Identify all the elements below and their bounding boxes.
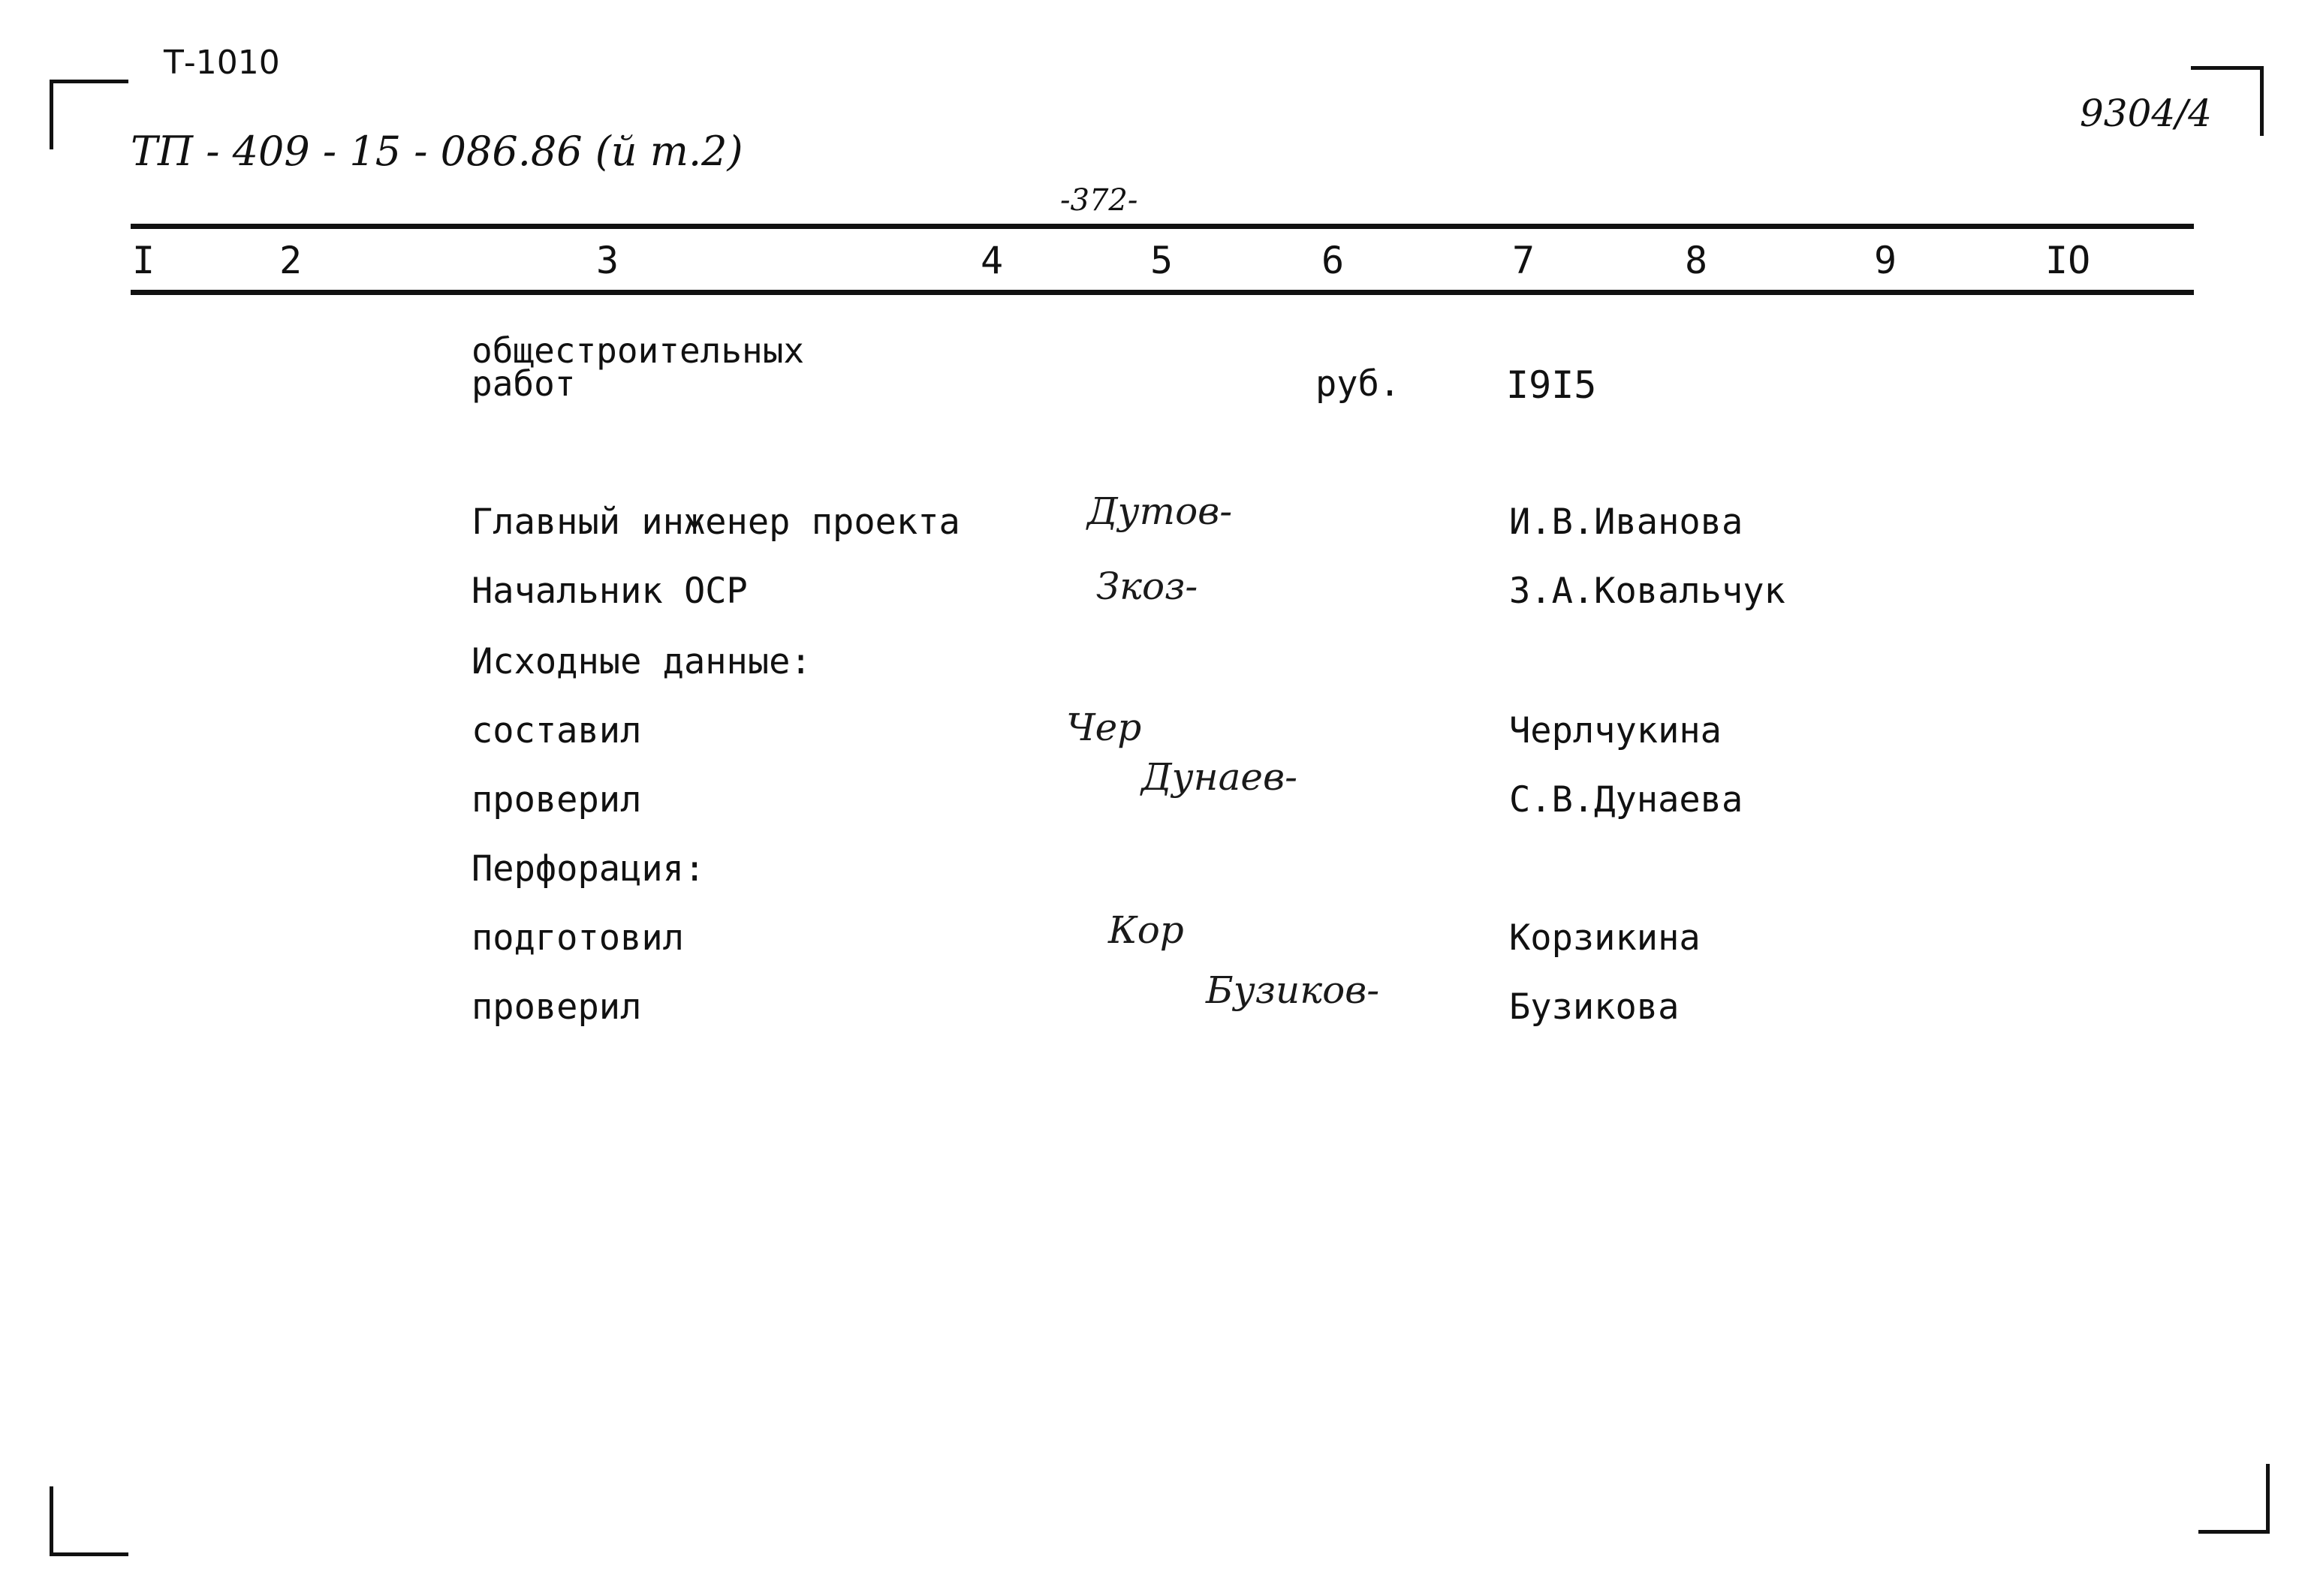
summary-value: I9I5 <box>1506 363 1597 407</box>
role-chief-engineer: Главный инженер проекта <box>472 501 960 543</box>
signature-checked-2: Бузиков- <box>1206 968 1380 1012</box>
column-number-2: 2 <box>279 239 303 282</box>
column-number-4: 4 <box>981 239 1004 282</box>
name-checked-2: Бузикова <box>1509 986 1680 1028</box>
column-number-1: I <box>132 239 155 282</box>
column-number-9: 9 <box>1874 239 1897 282</box>
signature-checked-1: Дунаев- <box>1141 755 1297 799</box>
summary-unit: руб. <box>1315 363 1401 405</box>
signature-chief-engineer: Дутов- <box>1087 489 1233 533</box>
header-rule-bottom <box>131 290 2194 295</box>
signature-prepared: Кор <box>1108 908 1184 952</box>
role-checked-1: проверил <box>472 779 642 821</box>
role-compiled: составил <box>472 710 642 751</box>
column-number-3: 3 <box>596 239 619 282</box>
series-code: Т-1010 <box>164 44 280 82</box>
column-number-8: 8 <box>1685 239 1708 282</box>
role-prepared: подготовил <box>472 917 684 959</box>
column-number-6: 6 <box>1321 239 1345 282</box>
header-rule-top <box>131 224 2194 229</box>
column-number-10: IO <box>2045 239 2091 282</box>
column-number-5: 5 <box>1150 239 1174 282</box>
name-prepared: Корзикина <box>1509 917 1701 959</box>
name-checked-1: С.В.Дунаева <box>1509 779 1743 821</box>
corner-mark-bottom-left <box>50 1486 128 1556</box>
name-chief-engineer: И.В.Иванова <box>1509 501 1743 543</box>
summary-label-line1: общестроительных <box>472 330 805 371</box>
summary-label-line2: работ <box>472 363 576 404</box>
page-number: -372- <box>1060 183 1138 218</box>
corner-mark-top-left <box>50 80 128 149</box>
project-code: ТП - 409 - 15 - 086.86 (й т.2) <box>131 128 743 175</box>
role-head-osr: Начальник ОСР <box>472 571 748 612</box>
corner-mark-bottom-right <box>2198 1464 2270 1534</box>
signature-head-osr: Зкоз- <box>1096 565 1198 608</box>
column-number-7: 7 <box>1512 239 1535 282</box>
role-checked-2: проверил <box>472 986 642 1028</box>
section-source-data: Исходные данные: <box>472 641 812 682</box>
name-head-osr: З.А.Ковальчук <box>1509 571 1785 612</box>
signature-compiled: Чер <box>1066 706 1142 749</box>
section-perforation: Перфорация: <box>472 848 706 890</box>
archive-number: 9304/4 <box>2080 92 2212 135</box>
name-compiled: Черлчукина <box>1509 710 1722 751</box>
